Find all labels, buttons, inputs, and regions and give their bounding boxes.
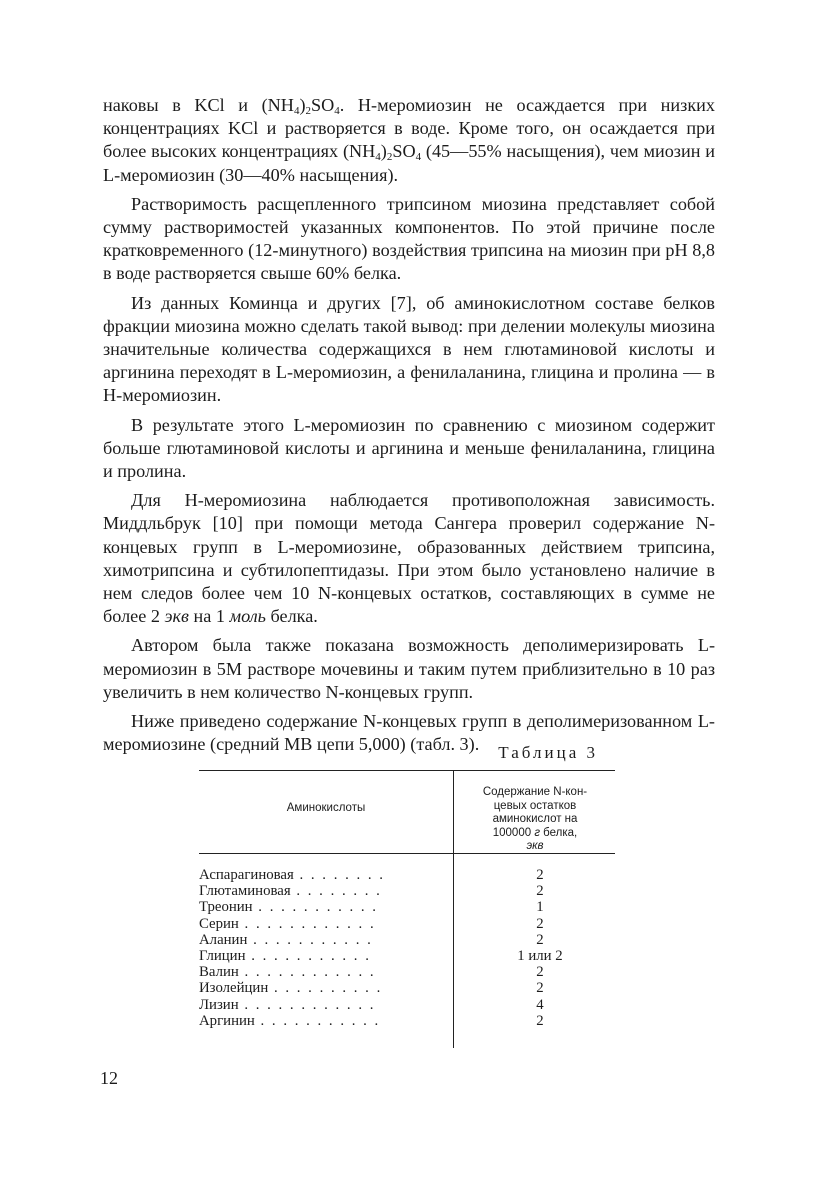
text-run: SO: [311, 95, 335, 115]
header-unit: экв: [526, 840, 544, 853]
column-header-content: [459, 786, 611, 854]
table-row: [199, 997, 615, 1013]
leader-dots: . . . . . . . . . . . .: [238, 996, 376, 1013]
amino-acid-name: [199, 1013, 380, 1029]
leader-dots: . . . . . . . . . . .: [247, 931, 373, 948]
header-line: [459, 840, 611, 854]
text-run: ): [299, 95, 306, 115]
text-run: белка.: [265, 606, 318, 627]
amino-acid-label: Глютаминовая: [199, 883, 291, 900]
amino-acid-name: [199, 899, 378, 915]
paragraph-4: В результате этого L-меромиозин по сравнению с миозином содержит больше глютаминовой кислоты и аргинина и меньше фенилаланина, глицина и пролина.: [103, 414, 715, 482]
amino-acid-label: Аргинин: [199, 1012, 255, 1029]
amino-acid-value: 2: [536, 867, 544, 883]
amino-acid-label: Аспарагиновая: [199, 867, 294, 883]
table-row: [199, 964, 615, 980]
leader-dots: . . . . . . . .: [290, 883, 382, 900]
text-run: наковы в KCl и (NH: [103, 95, 294, 115]
amino-acid-label: Треонин: [199, 899, 253, 916]
amino-acid-value: 2: [536, 883, 544, 900]
text-run: ): [380, 141, 387, 162]
header-line: [459, 827, 611, 841]
amino-acid-label: Глицин: [199, 947, 246, 964]
header-text: белка,: [539, 826, 578, 839]
leader-dots: . . . . . . . . . . . .: [238, 964, 376, 981]
paragraph-3: Из данных Коминца и других [7], об аминокислотном составе белков фракции миозина можно сделать такой вывод: при делении молекулы миозина значительные количества содержащихся в нем глютаминовой кислоты и аргинина переходят в L-меромиозин, а фенилаланина, глицина и пролина — в Н-меромиозин.: [103, 292, 715, 406]
text-run: SO: [392, 141, 416, 162]
paragraph-1: [103, 94, 715, 187]
amino-acid-value: 2: [536, 1012, 544, 1029]
leader-dots: . . . . . . . . . . .: [245, 947, 371, 964]
subscript: 4: [375, 151, 381, 164]
table-row: [199, 899, 615, 915]
amino-acid-name: [199, 997, 375, 1013]
text-run: Для Н-меромиозина наблюдается противоположная зависимость. Миддльбрук [10] при помощи метода Сангера проверил содержание N-концевых групп в L-меромиозине, образованных действием трипсина, химотрипсина и субтилопептидазы. При этом было установлено наличие в нем следов более чем 10 N-концевых остатков, составляющих в сумме не более 2: [103, 490, 715, 627]
amino-acid-value: 1 или 2: [517, 947, 563, 964]
table-body: [199, 867, 615, 1029]
paragraph-7: Ниже приведено содержание N-концевых групп в деполимеризованном L-меромиозине (средний МВ цепи 5,000) (табл. 3).: [103, 711, 715, 755]
amino-acid-value: 2: [536, 964, 544, 981]
amino-acid-label: Аланин: [199, 931, 248, 948]
leader-dots: . . . . . . . . . . .: [254, 1012, 381, 1029]
table-row: [199, 932, 615, 948]
paragraph-5: [103, 489, 715, 628]
text-run: на 1: [188, 606, 230, 627]
paragraph-6: Автором была также показана возможность деполимеризировать L-меромиозин в 5М растворе мочевины и таким путем приблизительно в 10 раз увеличить в нем количество N-концевых групп.: [103, 635, 715, 702]
table-row: [199, 980, 615, 996]
subscript: 4: [334, 105, 340, 117]
header-line: аминокислот на: [492, 813, 578, 826]
table-row: [199, 1013, 615, 1029]
amino-acid-name: [199, 883, 382, 899]
leader-dots: . . . . . . . . . .: [268, 980, 383, 997]
subscript: 2: [305, 105, 311, 117]
unit-italic: моль: [229, 606, 266, 627]
text-run: (45—55% насыщения), чем миозин и L-меромиозин (30—40% насыщения).: [103, 141, 715, 185]
leader-dots: . . . . . . . . . . . .: [238, 915, 376, 932]
amino-acid-label: Изолейцин: [199, 980, 269, 997]
amino-acid-name: [199, 948, 371, 964]
leader-dots: . . . . . . . . . . .: [252, 899, 378, 916]
unit-italic: экв: [164, 606, 189, 627]
header-text: 100000: [492, 826, 535, 839]
amino-acid-label: Серин: [199, 915, 239, 932]
amino-acid-value: 2: [536, 915, 544, 932]
amino-acid-label: Лизин: [199, 996, 239, 1013]
header-unit: г: [534, 826, 540, 839]
subscript: 4: [415, 151, 422, 164]
paragraph-2: Растворимость расщепленного трипсином миозина представляет собой сумму растворимостей указанных компонентов. По этой причине после кратковременного (12-минутного) воздействия трипсина на миозин при pH 8,8 в воде растворяется свыше 60% белка.: [103, 193, 715, 284]
table-top-rule: [199, 770, 615, 771]
header-line: Содержание N-кон-: [482, 786, 588, 798]
table-row: [199, 867, 615, 883]
table-caption: Таблица 3: [498, 743, 598, 762]
leader-dots: . . . . . . . .: [293, 867, 385, 883]
column-header-amino-acids: Аминокислоты: [286, 802, 366, 814]
subscript: 2: [386, 151, 393, 164]
amino-acid-name: [199, 980, 382, 996]
amino-acid-name: [199, 867, 385, 883]
amino-acid-value: 1: [536, 899, 544, 916]
amino-acid-name: [199, 916, 376, 932]
text-run: . Н-меромиозин не осаждается при низких концентрациях KCl и растворяется в воде. Кроме того, он осаждается при более высоких концентрациях (NH: [103, 95, 715, 162]
table-row: [199, 948, 615, 964]
amino-acid-name: [199, 932, 373, 948]
subscript: 4: [293, 105, 300, 117]
table-row: [199, 883, 615, 899]
amino-acid-label: Валин: [199, 964, 239, 981]
amino-acid-value: 2: [536, 931, 544, 948]
page-number: 12: [100, 1068, 118, 1088]
header-line: цевых остатков: [493, 799, 577, 812]
table-row: [199, 916, 615, 932]
amino-acid-value: 2: [536, 980, 544, 997]
body-text: [103, 94, 715, 762]
amino-acid-table: [199, 770, 615, 1050]
amino-acid-value: 4: [536, 996, 544, 1013]
amino-acid-name: [199, 964, 376, 980]
